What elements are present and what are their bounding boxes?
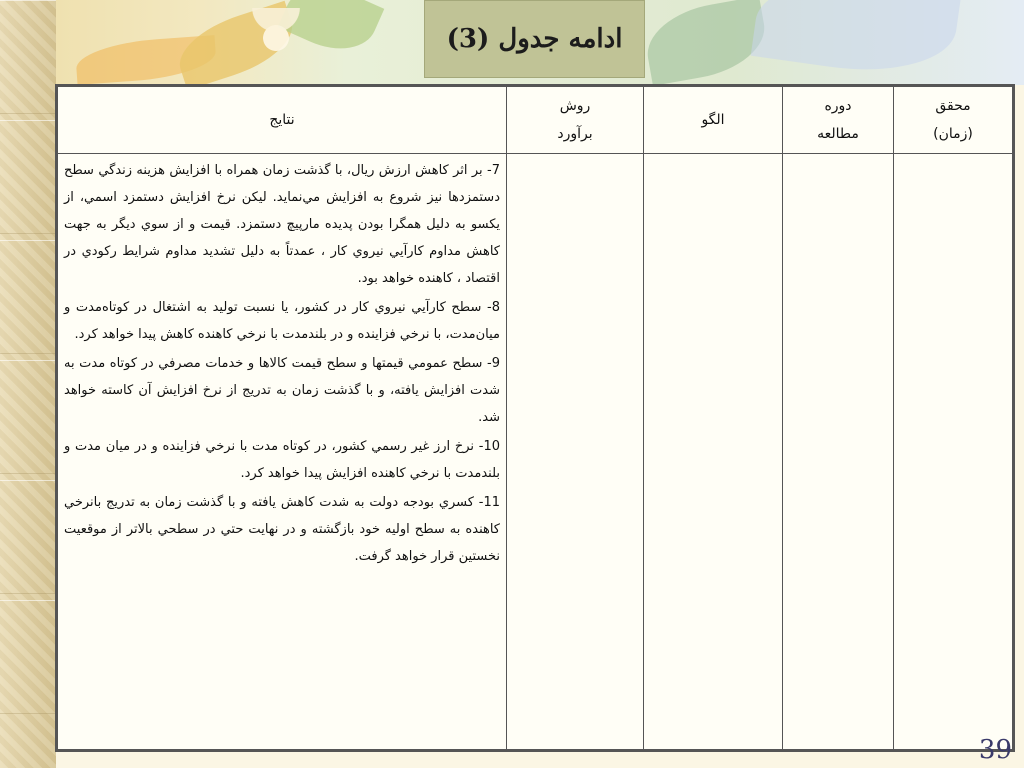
header-researcher-label: محقق [935, 98, 971, 114]
result-item-11: 11- كسري بودجه دولت به شدت كاهش يافته و با گذشت زمان به تدريج بانرخي كاهنده به سطح اوليه خود بازگشته و در نهايت حتي در سطحي بالاتر از موقعيت نخستين قرار خواهد گرفت. [64, 495, 500, 564]
result-item-8: 8- سطح كارآيي نيروي كار در كشور، يا نسبت توليد به اشتغال در كوتاه‌مدت و ميان‌مدت، با نرخي فزاينده و در بلندمدت با نرخي كاهنده كاهش پيدا خواهد كرد. [64, 300, 500, 342]
cell-model [644, 154, 783, 750]
table-row [58, 154, 1013, 750]
header-researcher [894, 87, 1013, 154]
header-model-label: الگو [701, 112, 725, 128]
results-table [55, 84, 1015, 752]
header-method-sublabel: برآورد [557, 126, 593, 142]
header-results-label: نتايج [269, 112, 295, 128]
result-item-10: 10- نرخ ارز غير رسمي كشور، در كوتاه مدت با نرخي فزاينده و در ميان مدت و بلندمدت با نرخي كاهنده افزايش پيدا خواهد كرد. [64, 439, 500, 481]
cell-researcher [894, 154, 1013, 750]
page-number: 39 [978, 735, 1012, 765]
header-researcher-sublabel: (زمان) [933, 126, 973, 142]
result-item-9: 9- سطح عمومي قيمتها و سطح قيمت كالاها و خدمات مصرفي در كوتاه مدت به شدت افزايش يافته، و با گذشت زمان به تدريج از نرخ افزايش آن كاسته خواهد شد. [64, 356, 500, 425]
header-results [58, 87, 507, 154]
cell-method [507, 154, 644, 750]
result-item-7: 7- بر اثر كاهش ارزش ريال، با گذشت زمان همراه با افزايش هزينه زندگي سطح دستمزدها نيز شروع به افزايش مي‌نمايد. ليكن نرخ افزايش دستمزد اسمي، از يكسو به دليل همگرا بودن پديده مارپيچ دستمزد. قيمت و از سوي ديگر به جهت كاهش مداوم كارآيي نيروي كار ، عمدتاً به دليل تشديد مداوم شرايط ركودي در اقتصاد ، كاهنده خواهد بود. [64, 163, 500, 286]
cell-period [783, 154, 894, 750]
header-period-sublabel: مطالعه [817, 126, 859, 142]
header-model [644, 87, 783, 154]
header-method-label: روش [559, 98, 591, 114]
header-method [507, 87, 644, 154]
table-header-row [58, 87, 1013, 154]
decorative-left-strip [0, 0, 56, 768]
header-period [783, 87, 894, 154]
slide-title: ادامه جدول (3) [424, 0, 645, 78]
header-period-label: دوره [824, 98, 852, 114]
cell-results [58, 154, 507, 750]
